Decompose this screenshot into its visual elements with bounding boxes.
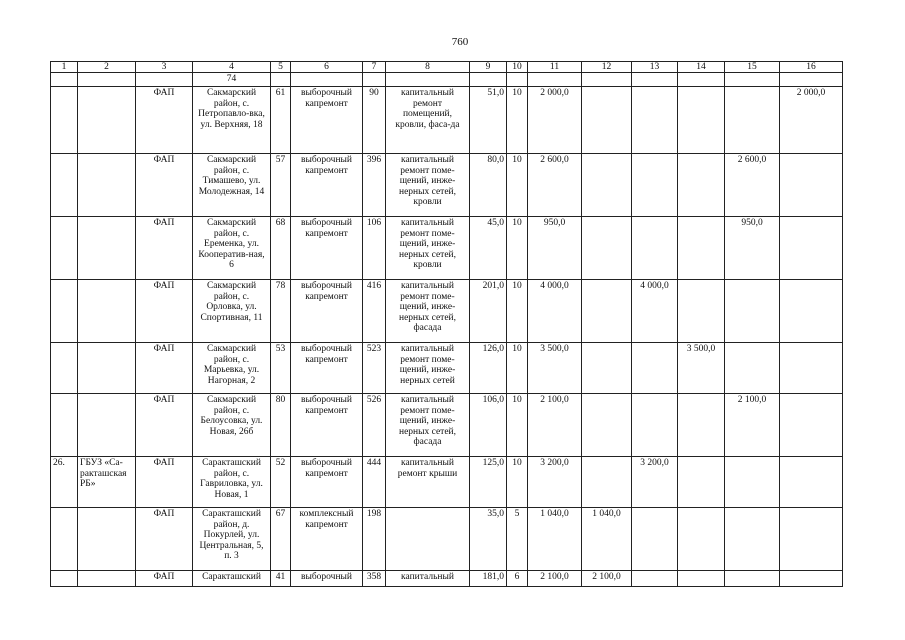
row-number [51,280,78,343]
row-number [51,87,78,154]
facility-type: ФАП [136,280,193,343]
col13-amount [632,217,678,280]
facility-type: ФАП [136,571,193,587]
work-description: капитальный ремонт поме-щений, инже-нерных сетей [386,343,470,394]
organization-name: ГБУЗ «Са-ракташская РБ» [78,457,136,508]
empty-cell [136,73,193,87]
col12-amount [582,280,632,343]
column-number: 3 [136,62,193,73]
facility-type: ФАП [136,343,193,394]
col14-amount [678,571,725,587]
facility-address: Саракташский район, д. Покурлей, ул. Центральная, 5, п. 3 [193,508,271,571]
organization-name [78,280,136,343]
col5-value: 68 [271,217,291,280]
column-number: 2 [78,62,136,73]
col11-amount: 2 100,0 [528,571,582,587]
column-number: 5 [271,62,291,73]
facility-address: Сакмарский район, с. Марьевка, ул. Нагорная, 2 [193,343,271,394]
col5-value: 53 [271,343,291,394]
col13-amount: 4 000,0 [632,280,678,343]
col11-amount: 4 000,0 [528,280,582,343]
table-row [51,394,843,457]
col11-amount: 3 200,0 [528,457,582,508]
table-row [51,87,843,154]
col9-value: 80,0 [470,154,507,217]
col16-amount [780,571,843,587]
col15-amount [725,571,780,587]
empty-cell [386,73,470,87]
organization-name [78,571,136,587]
col13-amount [632,343,678,394]
empty-cell [632,73,678,87]
empty-cell [363,73,386,87]
data-table [50,61,843,587]
col5-value: 80 [271,394,291,457]
col16-amount [780,508,843,571]
col7-value: 523 [363,343,386,394]
col5-value: 41 [271,571,291,587]
organization-name [78,217,136,280]
col12-amount [582,457,632,508]
page-number: 760 [451,36,469,48]
facility-type: ФАП [136,154,193,217]
empty-cell [780,73,843,87]
col9-value: 201,0 [470,280,507,343]
row-number [51,217,78,280]
table-row [51,508,843,571]
row-number: 26. [51,457,78,508]
col5-value: 61 [271,87,291,154]
col16-amount [780,280,843,343]
work-description: капитальный ремонт помещений, кровли, фаса-да [386,87,470,154]
empty-cell [725,73,780,87]
col5-value: 57 [271,154,291,217]
work-description: капитальный ремонт поме-щений, инже-нерных сетей, фасада [386,394,470,457]
col14-amount [678,154,725,217]
col12-amount [582,154,632,217]
continuation-text: 74 [193,73,271,87]
col14-amount [678,280,725,343]
col9-value: 51,0 [470,87,507,154]
col12-amount: 2 100,0 [582,571,632,587]
column-number: 10 [507,62,528,73]
empty-cell [678,73,725,87]
table-row [51,343,843,394]
work-type: комплексный капремонт [291,508,363,571]
col16-amount: 2 000,0 [780,87,843,154]
continuation-row [51,73,843,87]
work-type: выборочный капремонт [291,280,363,343]
column-number: 15 [725,62,780,73]
col14-amount [678,87,725,154]
col13-amount: 3 200,0 [632,457,678,508]
column-number: 9 [470,62,507,73]
facility-type: ФАП [136,217,193,280]
column-number-row [51,62,843,73]
column-number: 11 [528,62,582,73]
col16-amount [780,217,843,280]
col7-value: 396 [363,154,386,217]
col15-amount [725,87,780,154]
col16-amount [780,154,843,217]
col11-amount: 950,0 [528,217,582,280]
col10-value: 10 [507,154,528,217]
table-row [51,571,843,587]
col5-value: 78 [271,280,291,343]
column-number: 1 [51,62,78,73]
col7-value: 358 [363,571,386,587]
col15-amount: 950,0 [725,217,780,280]
col9-value: 125,0 [470,457,507,508]
work-type: выборочный капремонт [291,217,363,280]
empty-cell [78,73,136,87]
column-number: 12 [582,62,632,73]
col7-value: 526 [363,394,386,457]
col10-value: 10 [507,217,528,280]
organization-name [78,343,136,394]
col7-value: 106 [363,217,386,280]
col15-amount [725,508,780,571]
col13-amount [632,154,678,217]
table-row [51,280,843,343]
empty-cell [291,73,363,87]
col12-amount [582,217,632,280]
col12-amount [582,394,632,457]
col13-amount [632,571,678,587]
column-number: 7 [363,62,386,73]
column-number: 16 [780,62,843,73]
col9-value: 45,0 [470,217,507,280]
empty-cell [507,73,528,87]
row-number [51,571,78,587]
col15-amount: 2 100,0 [725,394,780,457]
col14-amount [678,508,725,571]
col10-value: 10 [507,343,528,394]
col11-amount: 2 100,0 [528,394,582,457]
col12-amount: 1 040,0 [582,508,632,571]
row-number [51,394,78,457]
col11-amount: 2 600,0 [528,154,582,217]
organization-name [78,87,136,154]
work-description: капитальный ремонт поме-щений, инже-нерных сетей, фасада [386,280,470,343]
column-number: 8 [386,62,470,73]
organization-name [78,508,136,571]
col13-amount [632,87,678,154]
work-type: выборочный капремонт [291,343,363,394]
work-type: выборочный капремонт [291,457,363,508]
col11-amount: 2 000,0 [528,87,582,154]
facility-type: ФАП [136,394,193,457]
col15-amount [725,280,780,343]
column-number: 6 [291,62,363,73]
table-row [51,154,843,217]
work-type: выборочный капремонт [291,87,363,154]
facility-type: ФАП [136,457,193,508]
col10-value: 6 [507,571,528,587]
facility-address: Сакмарский район, с. Петропавло-вка, ул. Верхняя, 18 [193,87,271,154]
facility-address: Сакмарский район, с. Орловка, ул. Спортивная, 11 [193,280,271,343]
col10-value: 10 [507,394,528,457]
col13-amount [632,508,678,571]
col12-amount [582,343,632,394]
table-row [51,217,843,280]
col7-value: 198 [363,508,386,571]
col16-amount [780,343,843,394]
column-number: 13 [632,62,678,73]
work-type: выборочный капремонт [291,154,363,217]
col14-amount [678,217,725,280]
col16-amount [780,457,843,508]
work-description [386,508,470,571]
empty-cell [528,73,582,87]
col7-value: 90 [363,87,386,154]
col14-amount [678,457,725,508]
work-description: капитальный ремонт крыши [386,457,470,508]
col7-value: 416 [363,280,386,343]
col5-value: 67 [271,508,291,571]
col10-value: 10 [507,87,528,154]
row-number [51,343,78,394]
work-type: выборочный [291,571,363,587]
col5-value: 52 [271,457,291,508]
column-number: 14 [678,62,725,73]
col9-value: 35,0 [470,508,507,571]
col15-amount: 2 600,0 [725,154,780,217]
row-number [51,154,78,217]
col10-value: 10 [507,457,528,508]
empty-cell [582,73,632,87]
facility-address: Саракташский [193,571,271,587]
col14-amount [678,394,725,457]
col7-value: 444 [363,457,386,508]
facility-address: Сакмарский район, с. Тимашево, ул. Молодежная, 14 [193,154,271,217]
facility-type: ФАП [136,508,193,571]
col11-amount: 1 040,0 [528,508,582,571]
col10-value: 5 [507,508,528,571]
col9-value: 181,0 [470,571,507,587]
work-type: выборочный капремонт [291,394,363,457]
empty-cell [51,73,78,87]
col15-amount [725,343,780,394]
column-number: 4 [193,62,271,73]
work-description: капитальный ремонт поме-щений, инже-нерных сетей, кровли [386,217,470,280]
facility-address: Сакмарский район, с. Еременка, ул. Кооператив-ная, 6 [193,217,271,280]
work-description: капитальный [386,571,470,587]
table-row [51,457,843,508]
organization-name [78,154,136,217]
col15-amount [725,457,780,508]
col14-amount: 3 500,0 [678,343,725,394]
col13-amount [632,394,678,457]
facility-address: Саракташский район, с. Гавриловка, ул. Новая, 1 [193,457,271,508]
facility-address: Сакмарский район, с. Белоусовка, ул. Новая, 26б [193,394,271,457]
col11-amount: 3 500,0 [528,343,582,394]
col12-amount [582,87,632,154]
empty-cell [470,73,507,87]
facility-type: ФАП [136,87,193,154]
empty-cell [271,73,291,87]
work-description: капитальный ремонт поме-щений, инже-нерных сетей, кровли [386,154,470,217]
col9-value: 106,0 [470,394,507,457]
organization-name [78,394,136,457]
col16-amount [780,394,843,457]
row-number [51,508,78,571]
col9-value: 126,0 [470,343,507,394]
col10-value: 10 [507,280,528,343]
